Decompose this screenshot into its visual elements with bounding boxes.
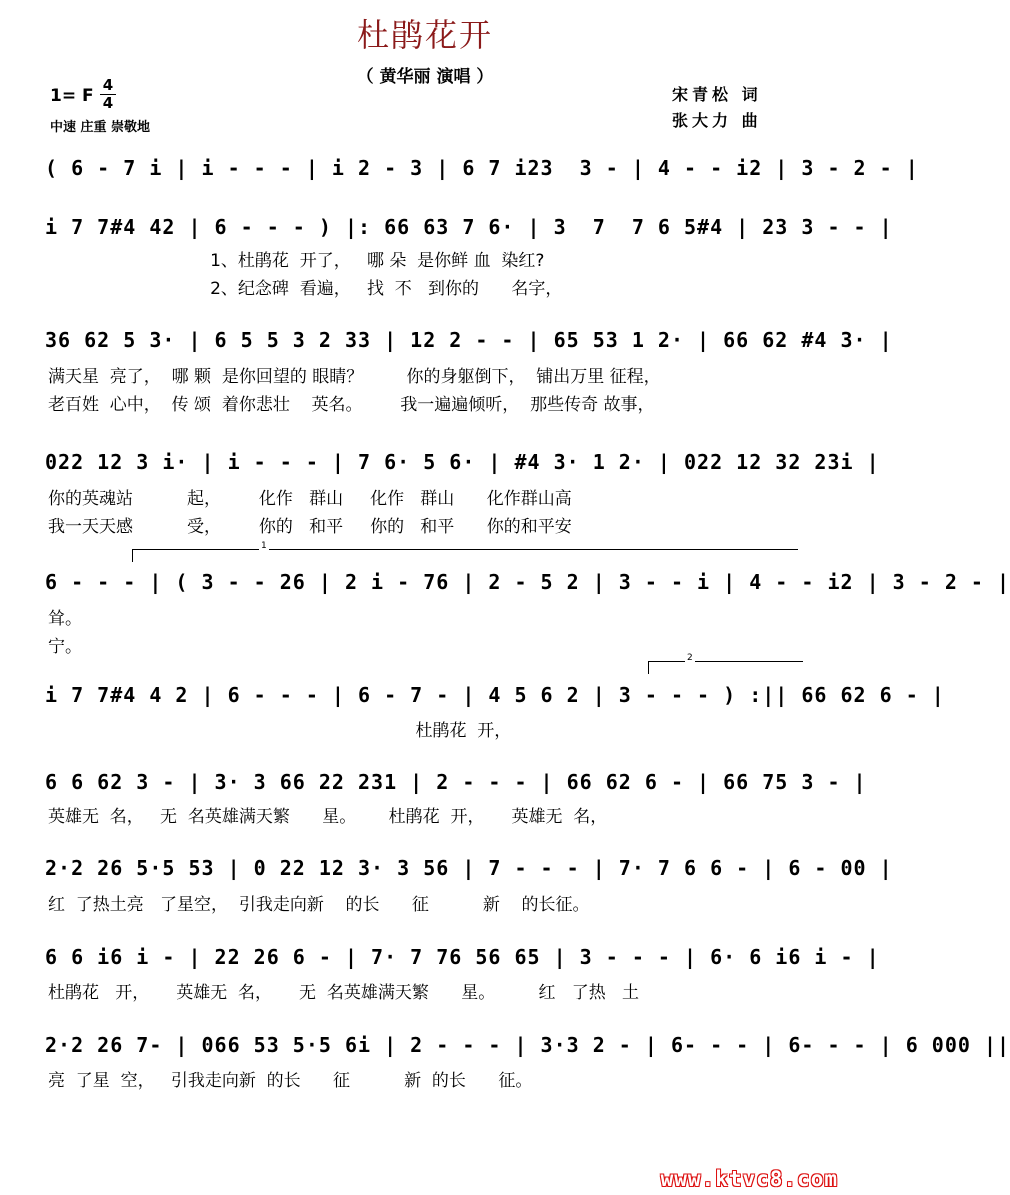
key-signature: 1= F [50, 86, 94, 106]
lyric-line: 2、纪念碑 看遍， 找 不 到你的 名字， [48, 279, 563, 299]
lyric-line: 英雄无 名， 无 名英雄满天繁 星。 杜鹃花 开， 英雄无 名， [48, 807, 608, 827]
lyric-line: 红 了热土亮 了星空， 引我走向新 的长 征 新 的长征。 [48, 895, 590, 915]
site-watermark: www.ktvc8.com [660, 1167, 838, 1191]
volta-number: 2 [687, 653, 693, 663]
volta-bracket-2 [648, 653, 803, 674]
tempo-marking: 中速 庄重 崇敬地 [50, 120, 151, 135]
staff-line-8: 2·2 26 5·5 53 | 0 22 12 3· 3 56 | 7 - - - | 7· 7 6 6 - | 6 - 00 | [45, 856, 893, 880]
time-signature-bottom: 4 [102, 94, 114, 112]
staff-line-1: ( 6 - 7 i | i - - - | i 2 - 3 | 6 7 i23 3 - | 4 - - i2 | 3 - 2 - | [45, 156, 919, 180]
lyric-line: 亮 了星 空， 引我走向新 的长 征 新 的长 征。 [48, 1071, 533, 1091]
composer-credit: 张大力 曲 [672, 111, 762, 130]
lyric-line: 杜鹃花 开， [48, 721, 512, 741]
staff-line-5: 6 - - - | ( 3 - - 26 | 2 i - 76 | 2 - 5 2 | 3 - - i | 4 - - i2 | 3 - 2 - | [45, 570, 1010, 594]
lyric-line: 1、杜鹃花 开了， 哪 朵 是你鲜 血 染红? [48, 251, 545, 271]
time-signature [100, 78, 116, 111]
lyric-line: 老百姓 心中， 传 颂 着你悲壮 英名。 我一遍遍倾听， 那些传奇 故事， [48, 395, 655, 415]
performer-line: （ 黄华丽 演唱 ） [356, 67, 494, 87]
staff-line-3: 36 62 5 3· | 6 5 5 3 2 33 | 12 2 - - | 65 53 1 2· | 66 62 #4 3· | [45, 328, 893, 352]
lyric-line: 耸。 [48, 609, 82, 629]
volta-bracket-1 [132, 541, 798, 562]
staff-line-2: i 7 7#4 42 | 6 - - - ) |: 66 63 7 6· | 3 7 7 6 5#4 | 23 3 - - | [45, 215, 893, 239]
lyricist-credit: 宋青松 词 [672, 85, 762, 104]
staff-line-10: 2·2 26 7- | 066 53 5·5 6i | 2 - - - | 3·3 2 - | 6- - - | 6- - - | 6 000 || [45, 1033, 1010, 1057]
lyric-line: 杜鹃花 开， 英雄无 名， 无 名英雄满天繁 星。 红 了热 土 [48, 983, 639, 1003]
staff-line-4: 022 12 3 i· | i - - - | 7 6· 5 6· | #4 3· 1 2· | 022 12 32 23i | [45, 450, 880, 474]
lyric-line: 我一天天感 受， 你的 和平 你的 和平 你的和平安 [48, 517, 572, 537]
lyric-line: 满天星 亮了， 哪 颗 是你回望的 眼睛？ 你的身躯倒下， 铺出万里 征程， [48, 367, 661, 387]
staff-line-6: i 7 7#4 4 2 | 6 - - - | 6 - 7 - | 4 5 6 2 | 3 - - - ) :|| 66 62 6 - | [45, 683, 945, 707]
staff-line-9: 6 6 i6 i - | 22 26 6 - | 7· 7 76 56 65 | 3 - - - | 6· 6 i6 i - | [45, 945, 880, 969]
time-signature-top: 4 [102, 76, 114, 94]
volta-number: 1 [261, 541, 267, 551]
lyric-line: 宁。 [48, 637, 82, 657]
lyric-line: 你的英魂站 起， 化作 群山 化作 群山 化作群山高 [48, 489, 572, 509]
staff-line-7: 6 6 62 3 - | 3· 3 66 22 231 | 2 - - - | 66 62 6 - | 66 75 3 - | [45, 770, 867, 794]
song-title: 杜鹃花开 [356, 16, 493, 54]
